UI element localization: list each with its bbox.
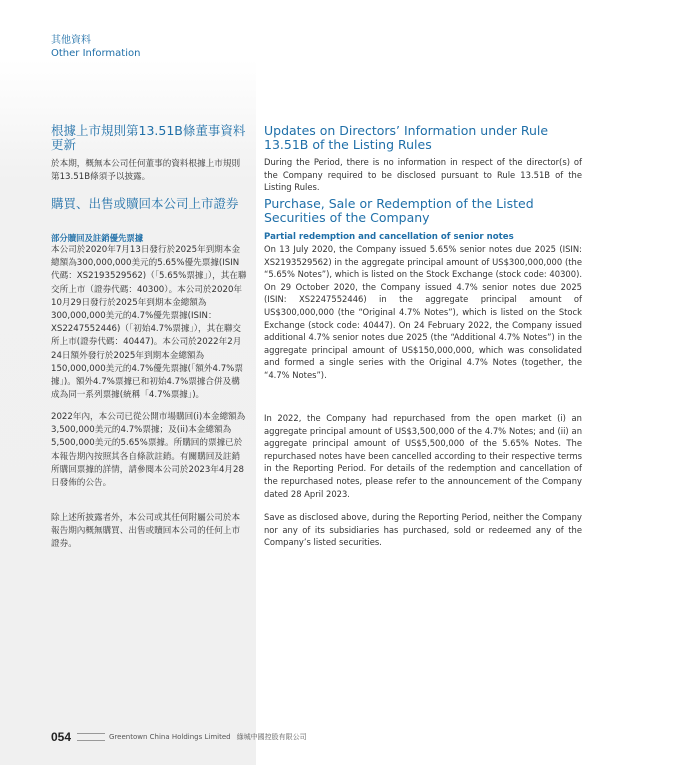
left-section1 [51,124,247,184]
left-subheading: 部分贖回及註銷優先票據 [51,233,144,243]
header-en: Other Information [51,48,141,59]
page-footer [51,730,307,744]
right-para2: In 2022, the Company had repurchased from the open market (i) an aggregate principal amount of US$3,500,000 of the 4.7% Notes; and (ii) an aggregate principal amount of US$5,500,000 of the 5.65% Notes. The repurchased notes have been cancelled according to their respective terms in the Reporting Period. For details of the redemption and cancellation of the repurchased notes, please refer to the announcement of the Company dated 28 April 2023. [264,413,582,499]
footer-rule [77,733,105,741]
left-para2: 2022年內，本公司已從公開市場購回(i)本金總額為3,500,000美元的4.7%票據；及(ii)本金總額為5,500,000美元的5.65%票據。所購回的票據已於本報告期內按照其各自條款註銷。有關購回及註銷所購回票據的詳情，請參閱本公司於2023年4月28日發佈的公告。 [51,412,246,489]
page-number: 054 [51,730,72,744]
left-section1-body: 於本期，概無本公司任何董事的資料根據上市規則第13.51B條須予以披露。 [51,159,241,183]
page-header [51,34,140,60]
left-para3: 除上述所披露者外，本公司或其任何附屬公司於本報告期內概無購買、出售或贖回本公司的任何上市證券。 [51,513,241,550]
right-para1: On 13 July 2020, the Company issued 5.65% senior notes due 2025 (ISIN: XS2193529562) in the aggregate principal amount of US$300,000,000 (the “5.65% Notes”), which is listed on the Stock Exchange (stock code: 40300). On 29 October 2020, the Company issued 4.7% senior notes due 2025 (ISIN: XS2247552446) in the aggregate principal amount of US$300,000,000 (the “Original 4.7% Notes”), which is listed on the Stock Exchange (stock code: 40447). On 24 February 2022, the Company issued additional 4.7% senior notes due 2025 (the “Additional 4.7% Notes”) in the aggregate principal amount of US$150,000,000, which was consolidated and formed a single series with the Original 4.7% Notes (together, the “4.7% Notes”). [264,244,582,380]
right-para2-block [264,412,582,500]
right-section1-body: During the Period, there is no information in respect of the director(s) of the Company required to be disclosed pursuant to Rule 13.51B of the Listing Rules. [264,157,582,193]
left-section1-title: 根據上市規則第13.51B條董事資料更新 [51,123,246,152]
right-para3: Save as disclosed above, during the Reporting Period, neither the Company nor any of its subsidiaries has purchased, sold or redeemed any of the Company’s listed securities. [264,512,582,548]
header-zh: 其他資料 [51,35,91,46]
right-section1 [264,124,582,194]
left-section2-title: 購買、出售或贖回本公司上市證券 [51,196,239,211]
right-para3-block [264,511,582,549]
right-section2 [264,197,582,225]
right-section2-title: Purchase, Sale or Redemption of the Listed Securities of the Company [264,196,534,225]
right-section1-title: Updates on Directors’ Information under Rule 13.51B of the Listing Rules [264,123,549,152]
right-subheading: Partial redemption and cancellation of senior notes [264,232,514,242]
footer-company-en: Greentown China Holdings Limited [109,733,231,741]
left-para2-block [51,411,247,490]
footer-company-zh: 綠城中國控股有限公司 [236,733,307,741]
left-para1: 本公司於2020年7月13日發行於2025年到期本金總額為300,000,000美元的5.65%優先票據(ISIN代碼：XS2193529562)（「5.65%票據」），其在聯交所上市（證券代碼：40300）。本公司於2020年10月29日發行於2025年到期本金總額為300,000,000美元的4.7%優先票據(ISIN：XS2247552446)（「初始4.7%票據」），其在聯交所上市(證券代碼：40447)。本公司於2022年2月24日額外發行於2025年到期本金總額為150,000,000美元的4.7%優先票據(「額外4.7%票據」)。額外4.7%票據已和初始4.7%票據合併及構成為同一系列票據(統稱「4.7%票據」)。 [51,245,247,401]
right-subsection [264,231,582,382]
left-subsection [51,232,247,402]
left-section2 [51,197,247,211]
left-para3-block [51,512,247,552]
